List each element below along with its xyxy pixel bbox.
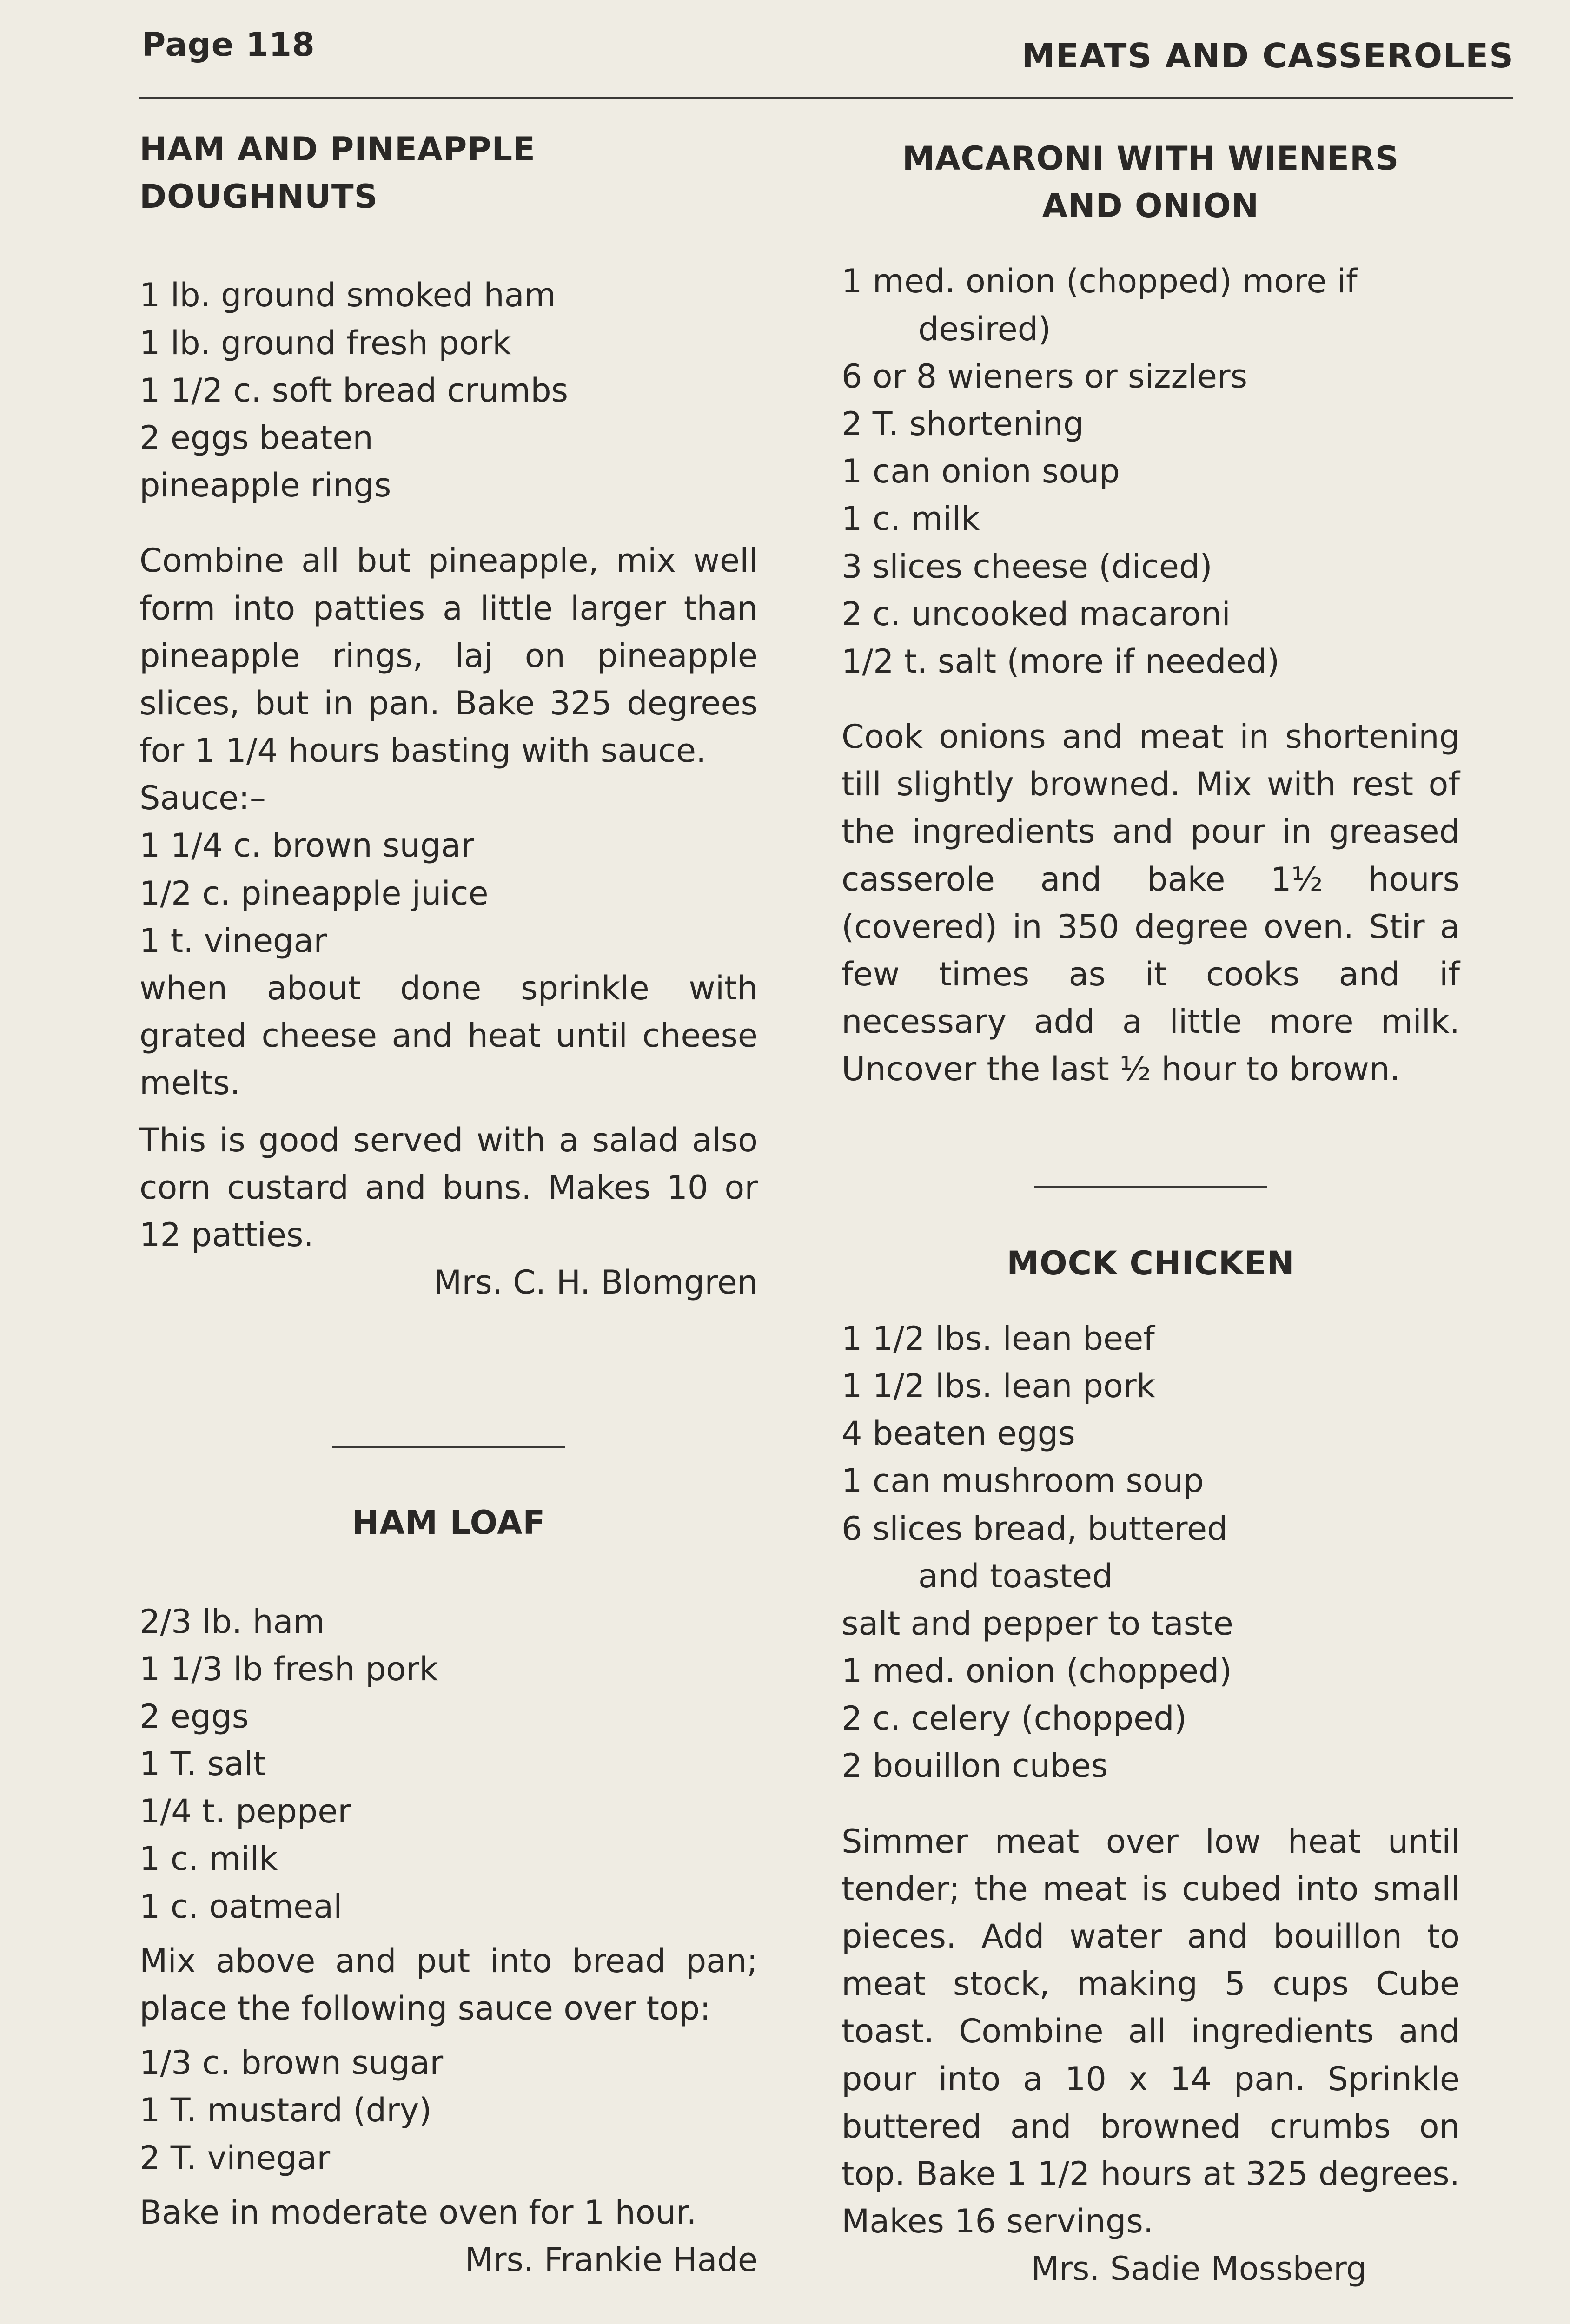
ingredient: 6 slices bread, buttered <box>841 1509 1228 1548</box>
ingredient: pineapple rings <box>139 466 391 505</box>
ingredient: 2 c. celery (chopped) <box>841 1699 1187 1738</box>
ingredient: 1 can onion soup <box>841 452 1120 491</box>
ingredient-list <box>139 271 758 509</box>
ingredient-list <box>841 1315 1460 1790</box>
ingredient: 1 T. mustard (dry) <box>139 2091 432 2130</box>
ingredient: desired) <box>918 310 1051 348</box>
recipe-author: Mrs. C. H. Blomgren <box>433 1263 758 1302</box>
ingredient: 1/2 c. pineapple juice <box>139 874 489 912</box>
serving-note: This is good served with a salad also corn custard and buns. Makes 10 or 12 patties. <box>139 1121 758 1254</box>
recipe-title-ham-loaf: HAM LOAF <box>351 1504 546 1542</box>
recipe-title-mock-chicken: MOCK CHICKEN <box>1007 1244 1295 1282</box>
left-column <box>139 125 758 2284</box>
ingredient: 1 c. oatmeal <box>139 1887 343 1926</box>
ingredient: 2 eggs beaten <box>139 418 373 457</box>
ingredient: 4 beaten eggs <box>841 1414 1075 1453</box>
ingredient: 2 bouillon cubes <box>841 1747 1108 1785</box>
bake-instructions: Bake in moderate oven for 1 hour. <box>139 2193 697 2232</box>
page-number: Page 118 <box>142 26 315 64</box>
recipe-title-macaroni-line2: AND ONION <box>1042 187 1259 225</box>
header-divider <box>139 97 1513 99</box>
ingredient: 2/3 lb. ham <box>139 1602 325 1641</box>
ingredient-list <box>139 1598 758 1930</box>
ingredient: 1 1/2 c. soft bread crumbs <box>139 371 569 409</box>
ingredient: 1 lb. ground smoked ham <box>139 276 556 315</box>
ingredient: 1 1/2 lbs. lean beef <box>841 1319 1155 1358</box>
sauce-list <box>139 822 758 964</box>
ingredient: 1/4 t. pepper <box>139 1792 351 1831</box>
ingredient: 1 med. onion (chopped) more if <box>841 262 1358 301</box>
section-title: MEATS AND CASSEROLES <box>1021 36 1514 75</box>
ingredient: 6 or 8 wieners or sizzlers <box>841 357 1248 396</box>
directions: Simmer meat over low heat until tender; the meat is cubed into small pieces. Add water and bouillon to meat stock, making 5 cups Cube toast. Combine all ingredients and pour into a 10 x 14 pan. Sprinkle buttered and browned crumbs on top. Bake 1 1/2 hours at 325 degrees. Makes 16 servings. <box>841 1822 1460 2241</box>
ingredient: 1 med. onion (chopped) <box>841 1652 1232 1690</box>
recipe-title-ham-pineapple-doughnuts: HAM AND PINEAPPLE DOUGHNUTS <box>139 130 536 216</box>
recipe-author: Mrs. Sadie Mossberg <box>1031 2250 1367 2288</box>
ingredient-list <box>841 257 1460 685</box>
ingredient: 1 1/3 lb fresh pork <box>139 1650 438 1688</box>
ingredient: 1 1/4 c. brown sugar <box>139 826 474 865</box>
ingredient: 3 slices cheese (diced) <box>841 547 1212 586</box>
ingredient: 2 c. uncooked macaroni <box>841 594 1231 633</box>
ingredient: 1 can mushroom soup <box>841 1462 1204 1500</box>
directions: Mix above and put into bread pan; place the following sauce over top: <box>139 1941 758 2027</box>
ingredient: 2 eggs <box>139 1697 249 1736</box>
sauce-list <box>139 2039 758 2182</box>
ingredient: 1 t. vinegar <box>139 921 327 960</box>
ingredient: 1/2 t. salt (more if needed) <box>841 642 1280 680</box>
ingredient: 2 T. vinegar <box>139 2139 331 2177</box>
sauce-label: Sauce:– <box>139 779 266 818</box>
ingredient: 1 1/2 lbs. lean pork <box>841 1367 1156 1405</box>
ingredient: 1 c. milk <box>841 500 980 538</box>
ingredient: 2 T. shortening <box>841 404 1084 443</box>
ingredient: 1 c. milk <box>139 1840 278 1878</box>
ingredient: and toasted <box>918 1557 1113 1595</box>
recipe-author: Mrs. Frankie Hade <box>465 2240 758 2279</box>
ingredient: 1/3 c. brown sugar <box>139 2044 444 2082</box>
recipe-title-macaroni-line1: MACARONI WITH WIENERS <box>902 139 1399 178</box>
directions: Cook onions and meat in shortening till slightly browned. Mix with rest of the ingredients and pour in greased casserole and bake 1½ hours (covered) in 350 degree oven. Stir a few times as it cooks and if necessary add a little more milk. Uncover the last ½ hour to brown. <box>841 718 1460 1089</box>
ingredient: 1 T. salt <box>139 1745 266 1783</box>
right-column <box>841 135 1460 2293</box>
ingredient: 1 lb. ground fresh pork <box>139 324 511 362</box>
directions: Combine all but pineapple, mix well form into patties a little larger than pineapple rings, laj on pineapple slices, but in pan. Bake 325 degrees for 1 1/4 hours basting with sauce. <box>139 541 758 770</box>
ingredient: salt and pepper to taste <box>841 1604 1233 1643</box>
sauce-note: when about done sprinkle with grated cheese and heat until cheese melts. <box>139 969 758 1103</box>
